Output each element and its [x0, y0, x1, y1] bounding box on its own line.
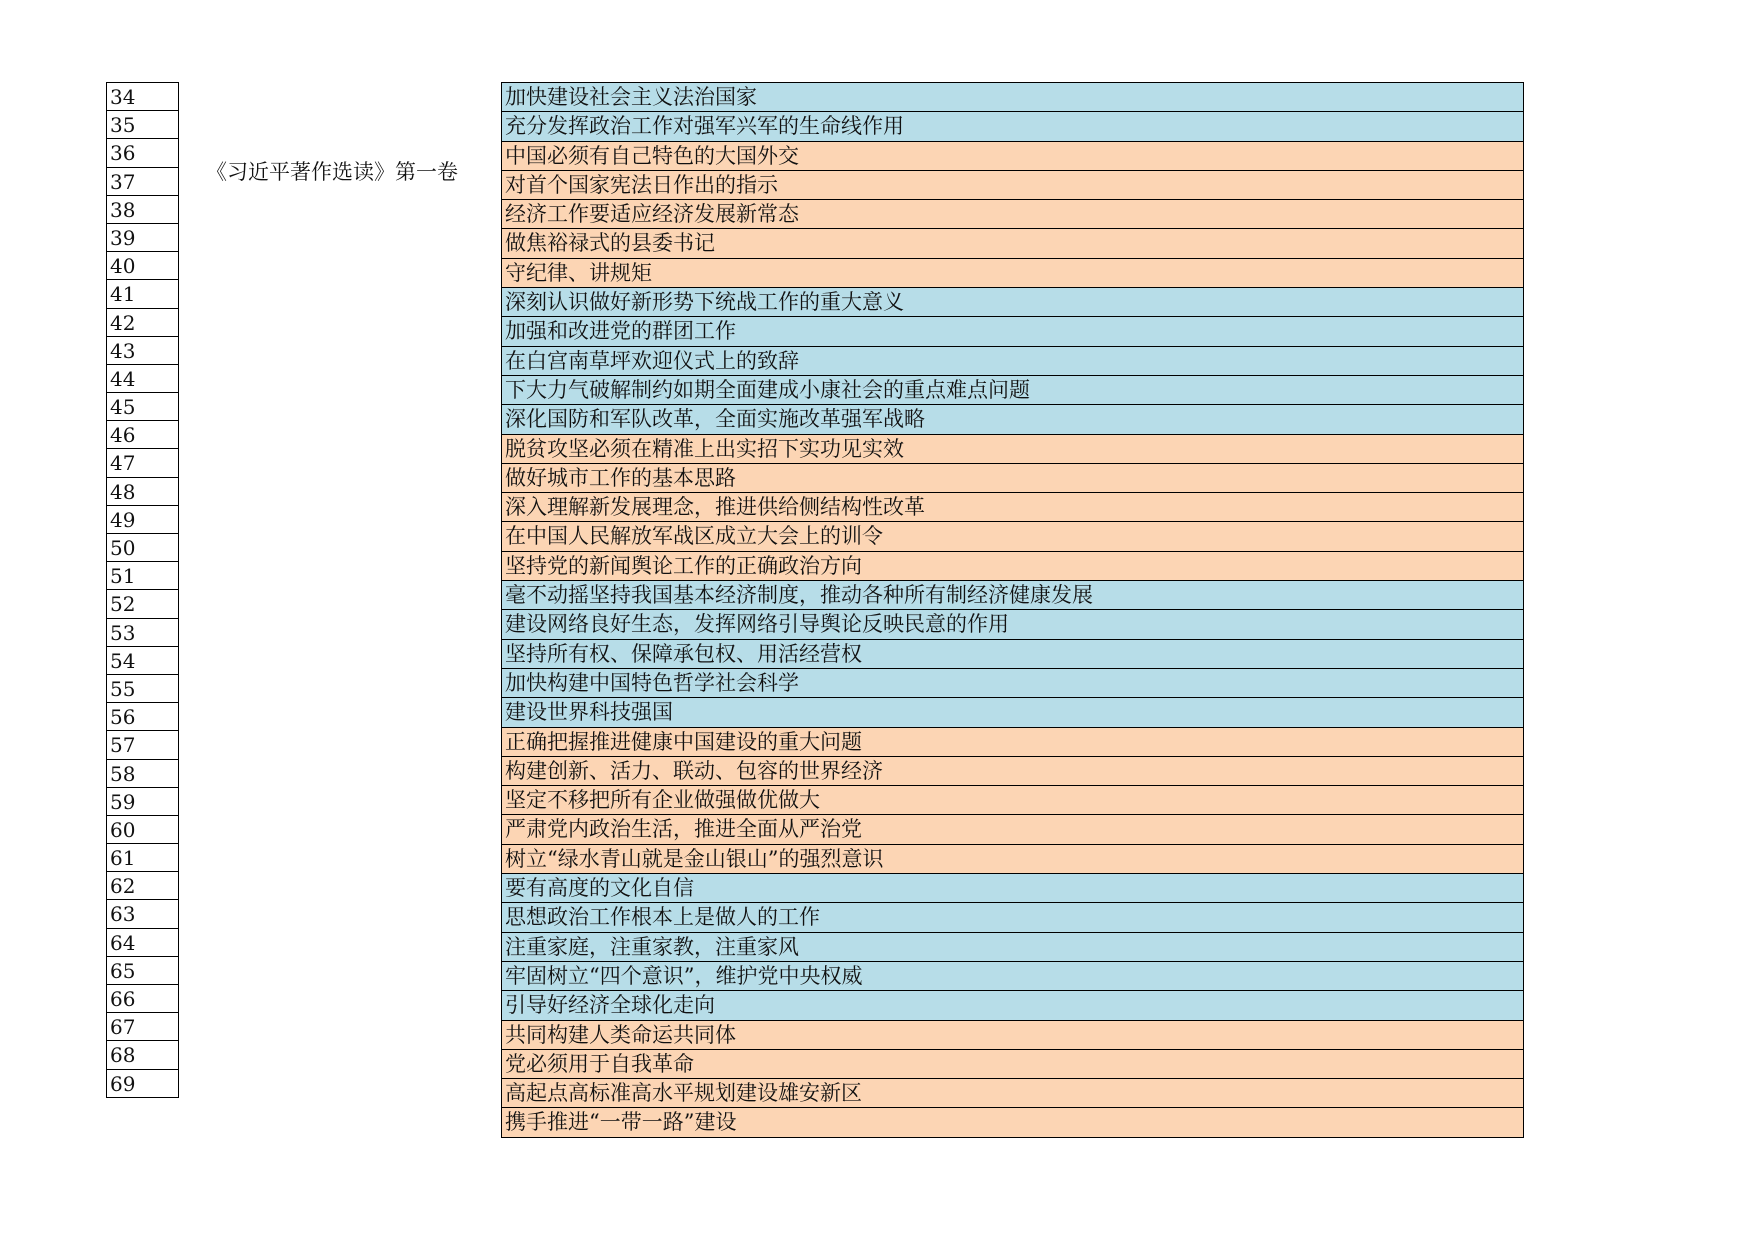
row-number-cell[interactable]: 64 [107, 929, 178, 957]
row-number-cell[interactable]: 58 [107, 760, 178, 788]
title-cell[interactable]: 严肃党内政治生活，推进全面从严治党 [502, 815, 1523, 844]
row-number-cell[interactable]: 49 [107, 506, 178, 534]
title-cell[interactable]: 深刻认识做好新形势下统战工作的重大意义 [502, 288, 1523, 317]
title-cell[interactable]: 深入理解新发展理念，推进供给侧结构性改革 [502, 493, 1523, 522]
title-cell[interactable]: 高起点高标准高水平规划建设雄安新区 [502, 1079, 1523, 1108]
title-cell[interactable]: 牢固树立“四个意识”，维护党中央权威 [502, 962, 1523, 991]
title-cell[interactable]: 加快构建中国特色哲学社会科学 [502, 669, 1523, 698]
row-number-cell[interactable]: 40 [107, 252, 178, 280]
title-cell[interactable]: 树立“绿水青山就是金山银山”的强烈意识 [502, 845, 1523, 874]
row-number-cell[interactable]: 34 [107, 83, 178, 111]
title-cell[interactable]: 在白宫南草坪欢迎仪式上的致辞 [502, 347, 1523, 376]
row-number-cell[interactable]: 67 [107, 1013, 178, 1041]
title-cell[interactable]: 建设网络良好生态，发挥网络引导舆论反映民意的作用 [502, 610, 1523, 639]
row-number-cell[interactable]: 41 [107, 280, 178, 308]
row-number-cell[interactable]: 57 [107, 731, 178, 759]
title-cell[interactable]: 注重家庭，注重家教，注重家风 [502, 933, 1523, 962]
row-number-cell[interactable]: 68 [107, 1041, 178, 1069]
title-cell[interactable]: 对首个国家宪法日作出的指示 [502, 171, 1523, 200]
row-number-cell[interactable]: 66 [107, 985, 178, 1013]
title-cell[interactable]: 经济工作要适应经济发展新常态 [502, 200, 1523, 229]
title-cell[interactable]: 下大力气破解制约如期全面建成小康社会的重点难点问题 [502, 376, 1523, 405]
row-number-cell[interactable]: 35 [107, 111, 178, 139]
row-number-cell[interactable]: 61 [107, 844, 178, 872]
row-number-cell[interactable]: 51 [107, 562, 178, 590]
title-cell[interactable]: 守纪律、讲规矩 [502, 259, 1523, 288]
title-cell[interactable]: 要有高度的文化自信 [502, 874, 1523, 903]
title-cell[interactable]: 加强和改进党的群团工作 [502, 317, 1523, 346]
row-number-cell[interactable]: 47 [107, 449, 178, 477]
row-number-cell[interactable]: 42 [107, 309, 178, 337]
title-cell[interactable]: 充分发挥政治工作对强军兴军的生命线作用 [502, 112, 1523, 141]
row-number-cell[interactable]: 62 [107, 872, 178, 900]
title-cell[interactable]: 加快建设社会主义法治国家 [502, 83, 1523, 112]
title-column [501, 82, 1524, 1138]
title-cell[interactable]: 共同构建人类命运共同体 [502, 1021, 1523, 1050]
title-cell[interactable]: 党必须用于自我革命 [502, 1050, 1523, 1079]
title-cell[interactable]: 毫不动摇坚持我国基本经济制度，推动各种所有制经济健康发展 [502, 581, 1523, 610]
title-cell[interactable]: 携手推进“一带一路”建设 [502, 1108, 1523, 1137]
row-number-cell[interactable]: 63 [107, 900, 178, 928]
title-cell[interactable]: 建设世界科技强国 [502, 698, 1523, 727]
row-number-cell[interactable]: 39 [107, 224, 178, 252]
row-number-cell[interactable]: 54 [107, 647, 178, 675]
title-cell[interactable]: 中国必须有自己特色的大国外交 [502, 142, 1523, 171]
row-number-cell[interactable]: 53 [107, 619, 178, 647]
row-number-column [106, 82, 179, 1098]
title-cell[interactable]: 深化国防和军队改革，全面实施改革强军战略 [502, 405, 1523, 434]
row-number-cell[interactable]: 56 [107, 703, 178, 731]
group-label: 《习近平著作选读》第一卷 [206, 160, 458, 184]
row-number-cell[interactable]: 46 [107, 421, 178, 449]
title-cell[interactable]: 构建创新、活力、联动、包容的世界经济 [502, 757, 1523, 786]
title-cell[interactable]: 思想政治工作根本上是做人的工作 [502, 903, 1523, 932]
row-number-cell[interactable]: 60 [107, 816, 178, 844]
row-number-cell[interactable]: 69 [107, 1070, 178, 1098]
row-number-cell[interactable]: 44 [107, 365, 178, 393]
title-cell[interactable]: 脱贫攻坚必须在精准上出实招下实功见实效 [502, 435, 1523, 464]
row-number-cell[interactable]: 43 [107, 337, 178, 365]
title-cell[interactable]: 做好城市工作的基本思路 [502, 464, 1523, 493]
title-cell[interactable]: 做焦裕禄式的县委书记 [502, 229, 1523, 258]
row-number-cell[interactable]: 50 [107, 534, 178, 562]
row-number-cell[interactable]: 55 [107, 675, 178, 703]
row-number-cell[interactable]: 65 [107, 957, 178, 985]
title-cell[interactable]: 引导好经济全球化走向 [502, 991, 1523, 1020]
title-cell[interactable]: 坚持党的新闻舆论工作的正确政治方向 [502, 552, 1523, 581]
row-number-cell[interactable]: 36 [107, 139, 178, 167]
row-number-cell[interactable]: 45 [107, 393, 178, 421]
row-number-cell[interactable]: 37 [107, 168, 178, 196]
row-number-cell[interactable]: 48 [107, 478, 178, 506]
row-number-cell[interactable]: 38 [107, 196, 178, 224]
row-number-cell[interactable]: 59 [107, 788, 178, 816]
row-number-cell[interactable]: 52 [107, 590, 178, 618]
title-cell[interactable]: 坚持所有权、保障承包权、用活经营权 [502, 640, 1523, 669]
title-cell[interactable]: 坚定不移把所有企业做强做优做大 [502, 786, 1523, 815]
title-cell[interactable]: 在中国人民解放军战区成立大会上的训令 [502, 522, 1523, 551]
title-cell[interactable]: 正确把握推进健康中国建设的重大问题 [502, 728, 1523, 757]
